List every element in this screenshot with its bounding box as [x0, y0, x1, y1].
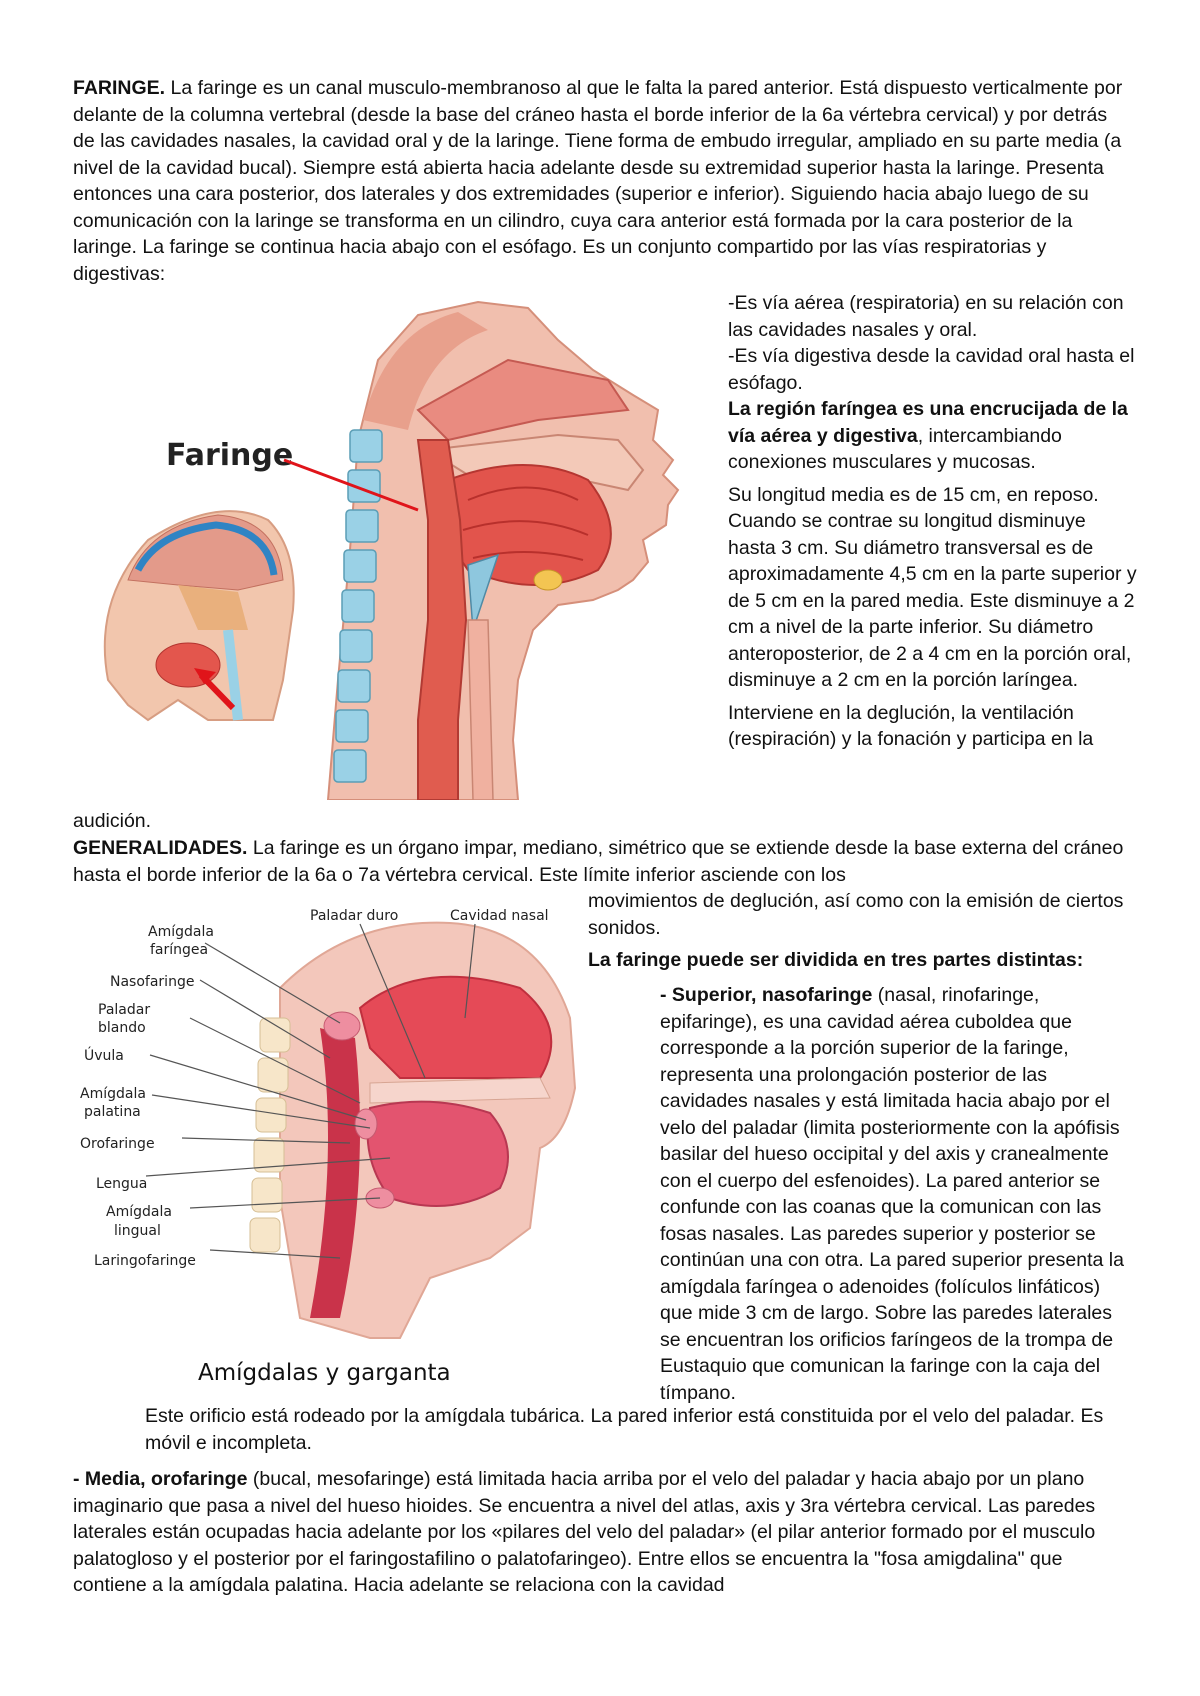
- cross-bold: La región faríngea es una encrucijada de la vía aérea y digestiva: [728, 398, 1128, 447]
- label-uvula: Úvula: [84, 1048, 124, 1064]
- label-orofaringe: Orofaringe: [80, 1136, 155, 1152]
- label-nasofaringe: Nasofaringe: [110, 974, 195, 990]
- superior-bold: - Superior, nasofaringe: [660, 984, 873, 1006]
- intro-paragraph: [73, 75, 1133, 287]
- media-text: (bucal, mesofaringe) está limitada hacia arriba por el velo del paladar y hacia abajo por un plano imaginario que pasa a nivel del hueso hioides. Se encuentra a nivel del atlas, axis y 3ra vértebra cervical. Las paredes laterales están ocupadas hacia adelante por los «pilares del velo del paladar» (el pilar anterior formado por el musculo palatogloso y el posterior por el faringostafilino o palatofaringeo). Entre ellos se encuentra la "fosa amigdalina" que contiene a la amígdala palatina. Hacia adelante se relaciona con la cavidad: [73, 1468, 1096, 1596]
- label-amigdala-palatina-1: Amígdala: [80, 1086, 146, 1102]
- generalidades-end: movimientos de deglución, así como con la emisión de ciertos sonidos.: [588, 890, 1124, 939]
- cross-text: [728, 396, 1138, 476]
- label-amigdala-lingual-2: lingual: [114, 1223, 161, 1239]
- superior-paragraph: [660, 982, 1138, 1406]
- label-lengua: Lengua: [96, 1176, 148, 1192]
- generalidades-paragraph: [73, 835, 1133, 888]
- superior-continuation: Este orificio está rodeado por la amígdala tubárica. La pared inferior está constituida por el velo del paladar. Es móvil e incompleta.: [145, 1405, 1104, 1454]
- label-laringofaringe: Laringofaringe: [94, 1253, 196, 1269]
- superior-text: (nasal, rinofaringe, epifaringe), es una cavidad aérea cuboldea que corresponde a la porción superior de la faringe, representa una prolongación posterior de las cavidades nasales y está limitada hacia abajo por el velo del paladar (limita posteriormente con la apófisis basilar del hueso occipital y del axis y cranealmente con el cuerpo del esfenoides). La pared anterior se confunde con las coanas que la comunican con las fosas nasales. Las paredes superior y posterior se continúan una con otra. La pared superior presenta la amígdala faríngea o adenoides (folículos linfáticos) que mide 3 cm de largo. Sobre las paredes laterales se encuentran los orificios faríngeos de la trompa de Eustaquio que comunican la faringe con la caja del tímpano.: [660, 984, 1124, 1404]
- label-amigdala-palatina-2: palatina: [84, 1104, 141, 1120]
- generalidades-text: La faringe es un órgano impar, mediano, simétrico que se extiende desde la base externa del cráneo hasta el borde inferior de la 6a o 7a vértebra cervical. Este límite inferior asciende con los: [73, 837, 1124, 886]
- dig-text: -Es vía digestiva desde la cavidad oral hasta el esófago.: [728, 345, 1135, 394]
- label-amigdala-faringea-2: faríngea: [150, 942, 209, 958]
- figure-faringe-label: Faringe: [166, 438, 294, 473]
- functions-text: Interviene en la deglución, la ventilación (respiración) y la fonación y participa en la: [728, 701, 1094, 750]
- label-amigdala-lingual-1: Amígdala: [106, 1204, 172, 1220]
- side-column-1: [728, 290, 1138, 753]
- resp-text: -Es vía aérea (respiratoria) en su relación con las cavidades nasales y oral.: [728, 292, 1124, 341]
- intro-heading: FARINGE.: [73, 77, 166, 99]
- label-paladar-duro: Paladar duro: [310, 908, 399, 924]
- media-bold: - Media, orofaringe: [73, 1468, 248, 1490]
- division-heading: La faringe puede ser dividida en tres partes distintas:: [588, 949, 1084, 971]
- figure-amigdalas: [70, 898, 585, 1388]
- figure-faringe: [88, 300, 708, 800]
- head-thumbnail: [105, 511, 294, 720]
- throat-illustration: [250, 923, 575, 1338]
- generalidades-heading: GENERALIDADES.: [73, 837, 248, 859]
- intro-text: La faringe es un canal musculo-membranoso al que le falta la pared anterior. Está dispuesto verticalmente por delante de la columna vertebral (desde la base del cráneo hasta el borde inferior de la 6a vértebra cervical) y por detrás de las cavidades nasales, la cavidad oral y de la laringe. Tiene forma de embudo irregular, ampliado en su parte media (a nivel de la cavidad bucal). Siempre está abierta hacia adelante desde su extremidad superior hasta la laringe. Presenta entonces una cara posterior, dos laterales y dos extremidades (superior e inferior). Siguiendo hacia abajo luego de su comunicación con la laringe se transforma en un cilindro, cuya cara anterior está formada por la cara posterior de la laringe. La faringe se continua hacia abajo con el esófago. Es un conjunto compartido por las vías respiratorias y digestivas:: [73, 77, 1123, 285]
- figure-amigdalas-caption: Amígdalas y garganta: [198, 1360, 451, 1386]
- media-paragraph: [73, 1466, 1138, 1599]
- cross-rest: , intercambiando conexiones musculares y mucosas.: [728, 424, 1062, 473]
- label-paladar-blando-2: blando: [98, 1020, 146, 1036]
- label-cavidad-nasal: Cavidad nasal: [450, 908, 549, 924]
- label-paladar-blando-1: Paladar: [98, 1002, 151, 1018]
- sagittal-section-illustration: [328, 302, 678, 800]
- label-amigdala-faringea-1: Amígdala: [148, 924, 214, 940]
- functions-end: audición.: [73, 810, 152, 832]
- length-text: Su longitud media es de 15 cm, en reposo. Cuando se contrae su longitud disminuye hasta 3 cm. Su diámetro transversal es de aproximadamente 4,5 cm en la parte superior y de 5 cm en la pared media. Este disminuye a 2 cm a nivel de la parte inferior. Su diámetro anteroposterior, de 2 a 4 cm en la porción oral, disminuye a 2 cm en la porción laríngea.: [728, 483, 1137, 691]
